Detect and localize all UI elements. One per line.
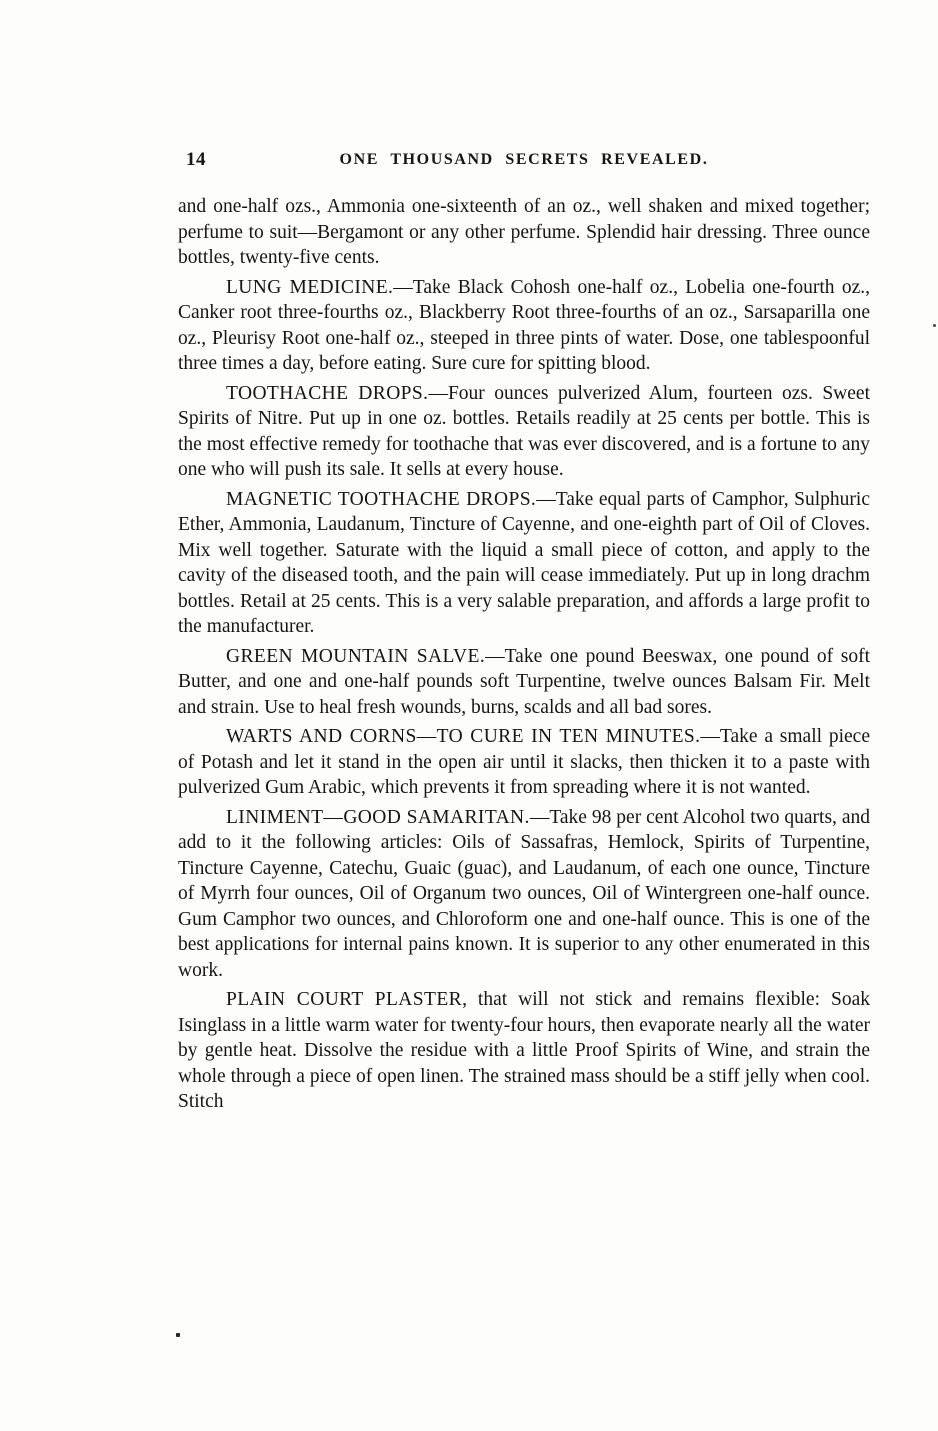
- running-header: [178, 149, 870, 175]
- paragraph-text: —Take equal parts of Camphor, Sulphuric Ether, Ammonia, Laudanum, Tincture of Cayenne, and one-eighth part of Oil of Cloves. Mix well together. Saturate with the liquid a small piece of cotton, and apply to the cavity of the diseased tooth, and the pain will cease immediately. Put up in long drachm bottles. Retail at 25 cents. This is a very salable preparation, and affords a large profit to the manufacturer.: [178, 488, 871, 637]
- paragraph-text: —Take Black Cohosh one-half oz., Lobelia one-fourth oz., Canker root three-fourths oz., Blackberry Root three-fourths of an oz., Sarsaparilla one oz., Pleurisy Root one-half oz., steeped in three pints of water. Dose, one tablespoonful three times a day, before eating. Sure cure for spitting blood.: [178, 276, 871, 374]
- running-head-title: ONE THOUSAND SECRETS REVEALED.: [339, 151, 709, 168]
- paragraph-text: , that will not stick and remains flexible: Soak Isinglass in a little warm water for twenty-four hours, then evaporate nearly all the water by gentle heat. Dissolve the residue with a little Proof Spirits of Wine, and strain the whole through a piece of open linen. The strained mass should be a stiff jelly when cool. Stitch: [178, 989, 870, 1112]
- page-number: 14: [186, 149, 206, 170]
- paragraph-magnetic-toothache-drops: [178, 487, 870, 640]
- paragraph-text: —Take one pound Beeswax, one pound of soft Butter, and one and one-half pounds soft Turpentine, twelve ounces Balsam Fir. Melt and strain. Use to heal fresh wounds, burns, scalds and all bad sores.: [178, 645, 870, 718]
- page-body: [178, 194, 870, 1119]
- paragraph-title: TOOTHACHE DROPS.: [226, 382, 429, 404]
- paragraph-green-mountain-salve: [178, 644, 870, 721]
- scan-speck: [176, 1333, 180, 1337]
- paragraph-title: WARTS AND CORNS—TO CURE IN TEN MINUTES.: [226, 726, 701, 747]
- paragraph-title: LINIMENT—GOOD SAMARITAN.: [226, 806, 530, 828]
- paragraph-title: LUNG MEDICINE.: [226, 276, 394, 298]
- paragraph-toothache-drops: [178, 381, 870, 483]
- paragraph-liniment-good-samaritan: [178, 805, 870, 984]
- paragraph-title: PLAIN COURT PLASTER: [226, 989, 463, 1010]
- paragraph-title: MAGNETIC TOOTHACHE DROPS.: [226, 488, 537, 510]
- paragraph-text: and one-half ozs., Ammonia one-sixteenth of an oz., well shaken and mixed together; perfume to suit—Bergamont or any other perfume. Splendid hair dressing. Three ounce bottles, twenty-five cents.: [178, 196, 870, 268]
- paragraph-title: GREEN MOUNTAIN SALVE.: [226, 645, 486, 667]
- paragraph-warts-and-corns: [178, 724, 870, 801]
- paragraph-text: —Four ounces pulverized Alum, fourteen ozs. Sweet Spirits of Nitre. Put up in one oz. bottles. Retails readily at 25 cents per bottle. This is the most effective remedy for toothache that was ever discovered, and is a fortune to any one who will push its sale. It sells at every house.: [178, 382, 870, 480]
- paragraph-text: —Take 98 per cent Alcohol two quarts, and add to it the following articles: Oils of Sassafras, Hemlock, Spirits of Turpentine, Tincture Cayenne, Catechu, Guaic (guac), and Laudanum, of each one ounce, Tincture of Myrrh four ounces, Oil of Organum two ounces, Oil of Wintergreen one-half ounce. Gum Camphor two ounces, and Chloroform one and one-half ounce. This is one of the best applications for internal pains known. It is superior to any other enumerated in this work.: [178, 806, 870, 981]
- paragraph-hair-dressing-continuation: [178, 194, 870, 271]
- paragraph-text: —Take a small piece of Potash and let it stand in the open air until it slacks, then thicken it to a paste with pulverized Gum Arabic, which prevents it from spreading where it is not wanted.: [178, 726, 870, 798]
- scan-speck: [933, 324, 936, 327]
- paragraph-plain-court-plaster: [178, 987, 870, 1115]
- paragraph-lung-medicine: [178, 275, 870, 377]
